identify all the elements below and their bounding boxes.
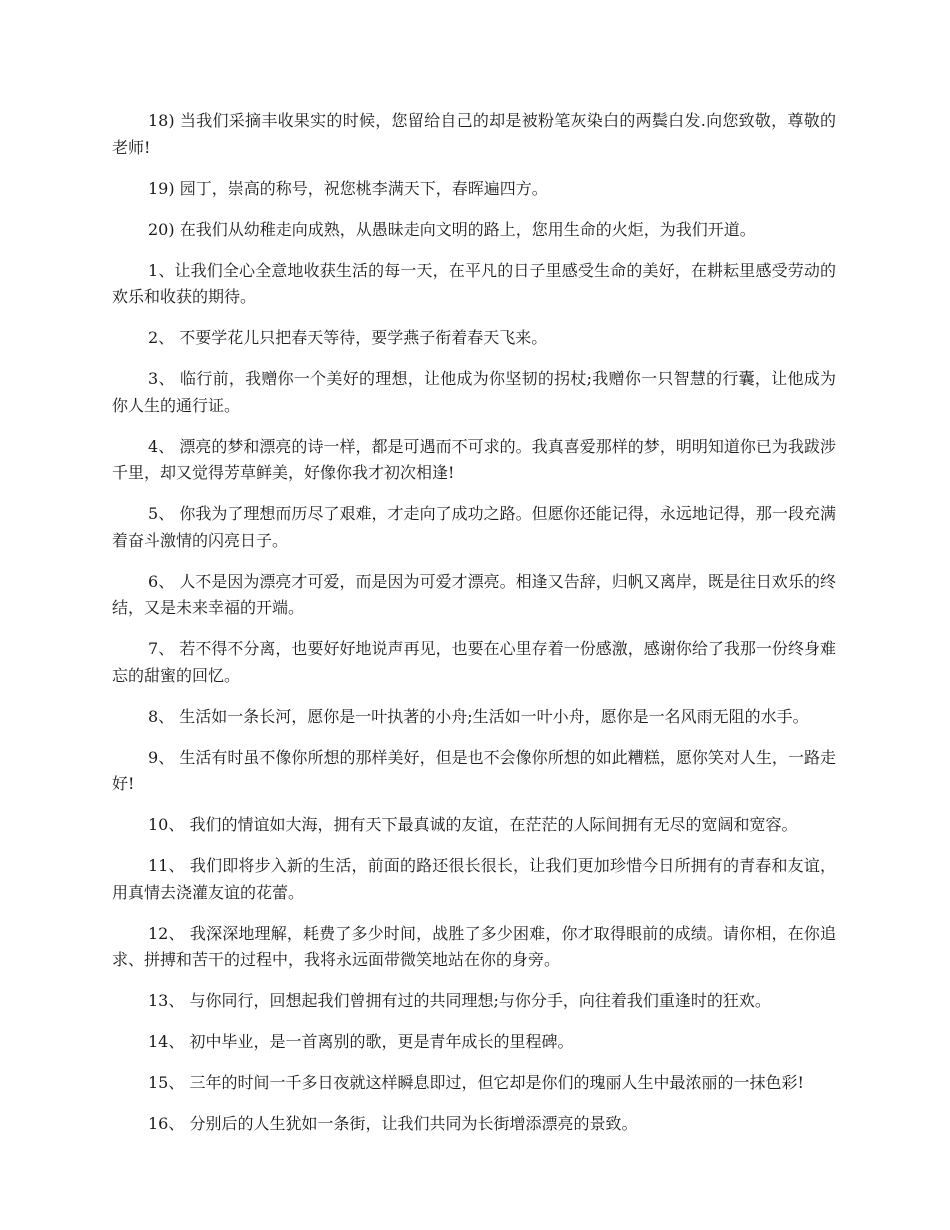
paragraph-16: 16、 分别后的人生犹如一条街，让我们共同为长街增添漂亮的景致。: [148, 1114, 638, 1133]
paragraph-20: 20) 在我们从幼稚走向成熟，从愚昧走向文明的路上，您用生命的火炬，为我们开道。: [148, 219, 756, 239]
paragraph-18: 18) 当我们采摘丰收果实的时候，您留给自己的却是被粉笔灰染白的两鬓白发.向您致敬，尊敬的老师!: [112, 111, 836, 157]
paragraph-8: 8、 生活如一条长河，愿你是一叶执著的小舟;生活如一叶小舟，愿你是一名风雨无阻的水手。: [148, 706, 809, 726]
paragraph-12: 12、 我深深地理解，耗费了多少时间，战胜了多少困难，你才取得眼前的成绩。请你相，在你追求、拼搏和苦干的过程中，我将永远面带微笑地站在你的身旁。: [112, 923, 836, 969]
paragraph-4: 4、 漂亮的梦和漂亮的诗一样，都是可遇而不可求的。我真喜爱那样的梦，明明知道你已为我跋涉千里，却又觉得芳草鲜美，好像你我才初次相逢!: [112, 436, 836, 482]
document-page: [112, 108, 836, 1152]
paragraph-14: 14、 初中毕业，是一首离别的歌，更是青年成长的里程碑。: [148, 1032, 574, 1051]
paragraph-11: 11、 我们即将步入新的生活，前面的路还很长很长，让我们更加珍惜今日所拥有的青春和友谊，用真情去浇灌友谊的花蕾。: [112, 856, 836, 902]
paragraph-13: 13、 与你同行，回想起我们曾拥有过的共同理想;与你分手，向往着我们重逢时的狂欢。: [148, 991, 771, 1010]
paragraph-6: 6、 人不是因为漂亮才可爱，而是因为可爱才漂亮。相逢又告辞，归帆又离岸，既是往日欢乐的终结，又是未来幸福的开端。: [112, 571, 836, 617]
paragraph-15: 15、 三年的时间一千多日夜就这样瞬息即过，但它却是你们的瑰丽人生中最浓丽的一抹色彩!: [148, 1073, 804, 1092]
paragraph-9: 9、 生活有时虽不像你所想的那样美好，但是也不会像你所想的如此糟糕，愿你笑对人生，一路走好!: [112, 747, 836, 793]
paragraph-1: 1、让我们全心全意地收获生活的每一天，在平凡的日子里感受生命的美好，在耕耘里感受劳动的欢乐和收获的期待。: [112, 260, 836, 306]
paragraph-2: 2、 不要学花儿只把春天等待，要学燕子衔着春天飞来。: [148, 328, 548, 347]
paragraph-5: 5、 你我为了理想而历尽了艰难，才走向了成功之路。但愿你还能记得，永远地记得，那一段充满着奋斗激情的闪亮日子。: [112, 504, 836, 550]
paragraph-19: 19) 园丁，崇高的称号，祝您桃李满天下，春晖遍四方。: [148, 178, 548, 198]
paragraph-10: 10、 我们的情谊如大海，拥有天下最真诚的友谊，在茫茫的人际间拥有无尽的宽阔和宽容。: [148, 815, 798, 834]
paragraph-3: 3、 临行前，我赠你一个美好的理想，让他成为你坚韧的拐杖;我赠你一只智慧的行囊，让他成为你人生的通行证。: [112, 369, 836, 415]
paragraph-7: 7、 若不得不分离，也要好好地说声再见，也要在心里存着一份感激，感谢你给了我那一份终身难忘的甜蜜的回忆。: [112, 639, 836, 685]
